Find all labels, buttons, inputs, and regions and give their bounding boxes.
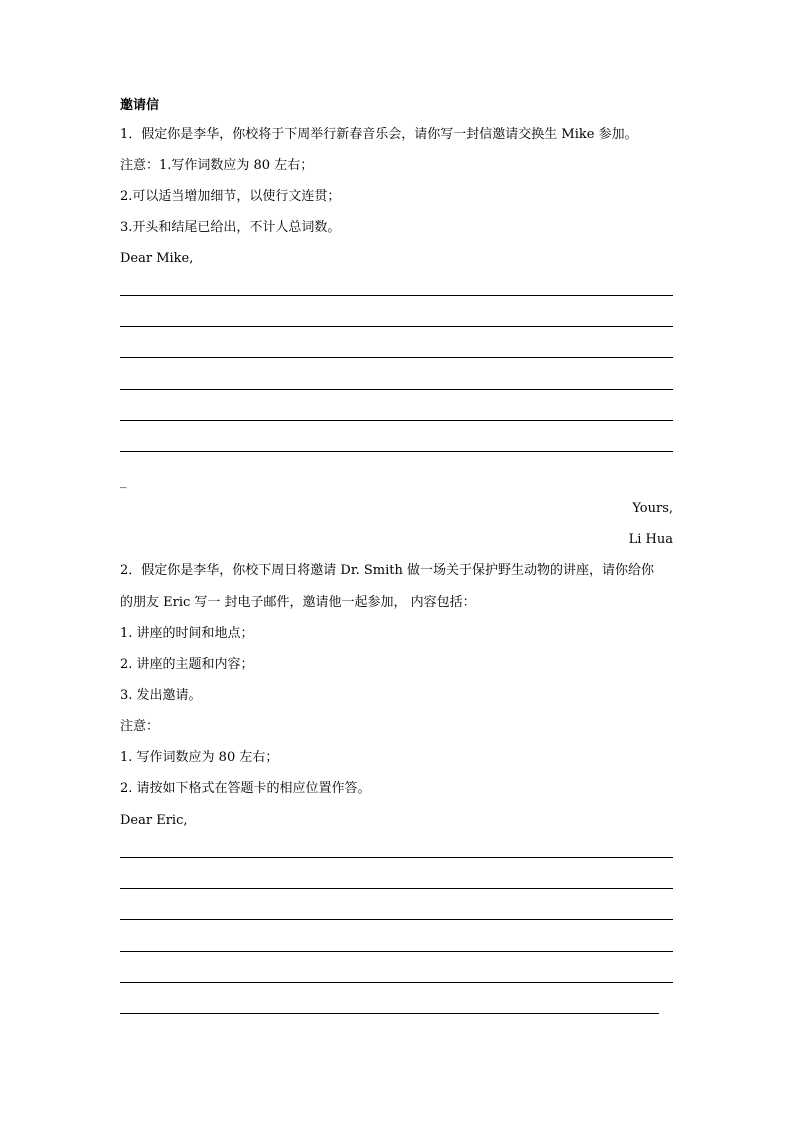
q1-dash: _ (120, 474, 127, 489)
q2-item-1: 1. 讲座的时间和地点； (120, 626, 254, 641)
q2-answer-line (120, 888, 673, 889)
q2-answer-line (120, 1013, 659, 1014)
q2-prompt-line-2: 的朋友 Eric 写一 封电子邮件，邀请他一起参加， 内容包括： (120, 595, 476, 610)
q1-note-1: 注意：1.写作词数应为 80 左右； (120, 158, 314, 173)
q1-answer-line (120, 451, 673, 452)
q2-answer-line (120, 919, 673, 920)
q2-answer-line (120, 857, 673, 858)
q1-answer-line (120, 357, 673, 358)
q1-answer-line (120, 389, 673, 390)
q1-answer-line (120, 295, 673, 296)
heading: 邀请信 (120, 98, 160, 113)
q2-item-3: 3. 发出邀请。 (120, 688, 202, 703)
q1-note-3: 3.开头和结尾已给出，不计人总词数。 (120, 220, 341, 235)
q2-answer-line (120, 982, 673, 983)
q2-prompt-line-1: 2．假定你是李华，你校下周日将邀请 Dr. Smith 做一场关于保护野生动物的讲座，请你给你 (120, 563, 654, 578)
q1-salutation: Dear Mike, (120, 251, 194, 266)
q2-note-title: 注意： (120, 719, 160, 734)
q1-signature: Li Hua (628, 532, 673, 547)
q2-note-1: 1. 写作词数应为 80 左右； (120, 750, 279, 765)
q2-salutation: Dear Eric, (120, 813, 188, 828)
q1-note-2: 2.可以适当增加细节，以使行文连贯； (120, 189, 341, 204)
q2-note-2: 2. 请按如下格式在答题卡的相应位置作答。 (120, 781, 371, 796)
q2-item-2: 2. 讲座的主题和内容； (120, 657, 254, 672)
q1-answer-line (120, 326, 673, 327)
q1-prompt: 1．假定你是李华，你校将于下周举行新春音乐会，请你写一封信邀请交换生 Mike 参加。 (120, 127, 638, 142)
q1-answer-line (120, 420, 673, 421)
q1-closing: Yours, (632, 501, 673, 516)
q2-answer-line (120, 951, 673, 952)
